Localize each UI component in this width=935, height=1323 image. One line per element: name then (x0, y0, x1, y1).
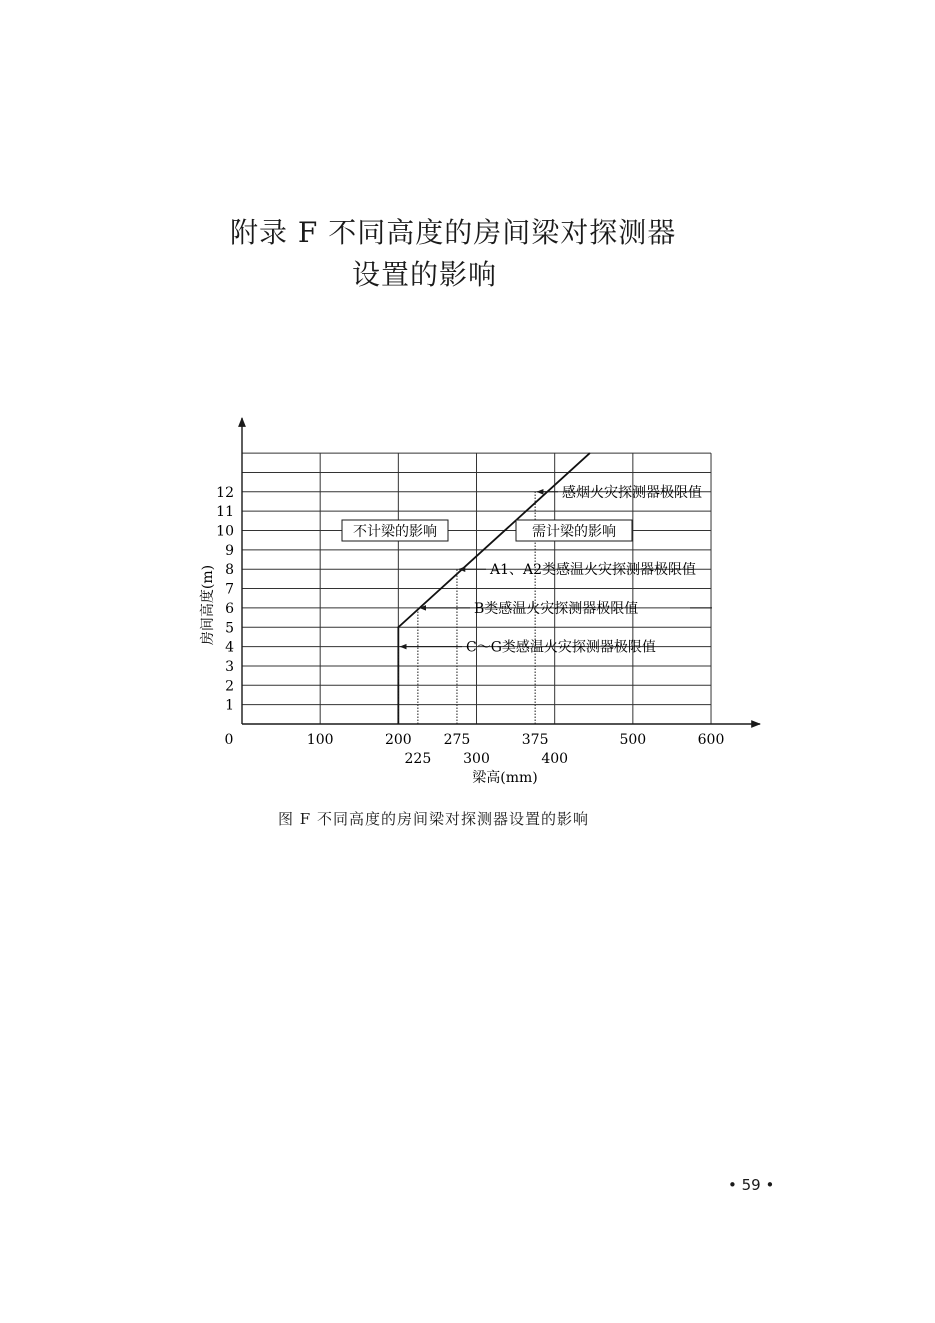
y-tick-label: 8 (225, 562, 234, 579)
chart-labels (199, 484, 724, 786)
y-tick-label: 6 (225, 600, 234, 617)
annotation-label: A1、A2类感温火灾探测器极限值 (490, 562, 697, 579)
annotation-label: B类感温火灾探测器极限值 (474, 600, 639, 617)
x-tick-label: 275 (443, 732, 471, 748)
appendix-title-line2: 设置的影响 (352, 258, 498, 291)
x-tick-label: 100 (306, 732, 334, 748)
y-axis-title: 房间高度(m) (200, 564, 216, 646)
x-tick-label: 0 (224, 732, 234, 748)
appendix-title-line1: 附录 F 不同高度的房间梁对探测器 (230, 216, 677, 249)
y-tick-label: 5 (225, 620, 234, 637)
y-tick-label: 3 (225, 658, 234, 675)
x-tick-label: 225 (404, 751, 432, 767)
y-tick-label: 10 (216, 523, 234, 540)
x-tick-label: 375 (521, 732, 549, 748)
y-tick-label: 1 (225, 697, 234, 714)
y-tick-label: 9 (225, 542, 234, 559)
y-tick-label: 4 (225, 639, 234, 656)
y-tick-label: 7 (225, 581, 234, 598)
region-label: 需计梁的影响 (532, 524, 616, 540)
page-number: • 59 • (728, 1176, 775, 1194)
y-tick-label: 11 (216, 504, 234, 521)
y-tick-label: 2 (225, 678, 234, 695)
annotation-label: 感烟火灾探测器极限值 (562, 484, 702, 501)
annotation-label: C～G类感温火灾探测器极限值 (466, 639, 656, 656)
x-axis-title: 梁高(mm) (472, 770, 538, 786)
x-tick-label: 600 (697, 732, 725, 748)
x-tick-label: 300 (463, 751, 490, 767)
x-tick-label: 200 (384, 732, 412, 748)
x-tick-label: 500 (619, 732, 647, 748)
y-tick-label: 12 (216, 484, 234, 501)
region-label: 不计梁的影响 (353, 524, 437, 540)
x-tick-label: 400 (541, 751, 569, 767)
figure-caption: 图 F 不同高度的房间梁对探测器设置的影响 (278, 810, 589, 828)
